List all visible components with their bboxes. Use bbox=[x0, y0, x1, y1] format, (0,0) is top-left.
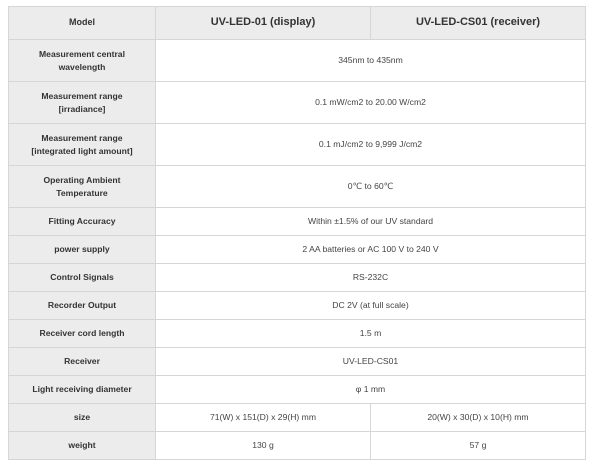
row-label: weight bbox=[9, 432, 156, 460]
row-value: 0.1 mW/cm2 to 20.00 W/cm2 bbox=[156, 82, 586, 124]
row-value: 1.5 m bbox=[156, 320, 586, 348]
table-row bbox=[9, 166, 586, 208]
row-label bbox=[9, 82, 156, 124]
table-row bbox=[9, 432, 586, 460]
table-row bbox=[9, 320, 586, 348]
row-value-receiver: 57 g bbox=[371, 432, 586, 460]
table-row bbox=[9, 376, 586, 404]
row-value: 345nm to 435nm bbox=[156, 40, 586, 82]
table-row bbox=[9, 292, 586, 320]
spec-table bbox=[8, 6, 586, 460]
model-header: Model bbox=[9, 7, 156, 40]
row-label: Receiver bbox=[9, 348, 156, 376]
row-value: Within ±1.5% of our UV standard bbox=[156, 208, 586, 236]
table-row bbox=[9, 40, 586, 82]
row-label-line: [irradiance] bbox=[58, 103, 106, 114]
row-label bbox=[9, 40, 156, 82]
row-label: Receiver cord length bbox=[9, 320, 156, 348]
row-label bbox=[9, 124, 156, 166]
table-row bbox=[9, 236, 586, 264]
display-column-header: UV-LED-01 (display) bbox=[156, 7, 371, 40]
row-value-display: 71(W) x 151(D) x 29(H) mm bbox=[156, 404, 371, 432]
table-row bbox=[9, 208, 586, 236]
row-label-line: [integrated light amount] bbox=[31, 145, 133, 156]
row-label-line: Operating Ambient bbox=[43, 175, 121, 186]
table-row bbox=[9, 348, 586, 376]
row-value-receiver: 20(W) x 30(D) x 10(H) mm bbox=[371, 404, 586, 432]
row-label: Fitting Accuracy bbox=[9, 208, 156, 236]
table-row bbox=[9, 404, 586, 432]
receiver-column-header: UV-LED-CS01 (receiver) bbox=[371, 7, 586, 40]
table-row bbox=[9, 82, 586, 124]
header-row bbox=[9, 7, 586, 40]
row-label: Recorder Output bbox=[9, 292, 156, 320]
table-row bbox=[9, 124, 586, 166]
row-value: UV-LED-CS01 bbox=[156, 348, 586, 376]
row-label: power supply bbox=[9, 236, 156, 264]
row-value: φ 1 mm bbox=[156, 376, 586, 404]
row-label: size bbox=[9, 404, 156, 432]
row-value: 2 AA batteries or AC 100 V to 240 V bbox=[156, 236, 586, 264]
row-value: 0℃ to 60℃ bbox=[156, 166, 586, 208]
row-label-line: Measurement central bbox=[39, 49, 125, 60]
row-label: Light receiving diameter bbox=[9, 376, 156, 404]
row-label-line: Temperature bbox=[56, 187, 108, 198]
row-label-line: Measurement range bbox=[41, 91, 123, 102]
row-value: RS-232C bbox=[156, 264, 586, 292]
row-value: DC 2V (at full scale) bbox=[156, 292, 586, 320]
row-label: Control Signals bbox=[9, 264, 156, 292]
row-label bbox=[9, 166, 156, 208]
table-row bbox=[9, 264, 586, 292]
row-label-line: wavelength bbox=[58, 61, 106, 72]
row-value-display: 130 g bbox=[156, 432, 371, 460]
row-label-line: Measurement range bbox=[41, 133, 123, 144]
row-value: 0.1 mJ/cm2 to 9,999 J/cm2 bbox=[156, 124, 586, 166]
